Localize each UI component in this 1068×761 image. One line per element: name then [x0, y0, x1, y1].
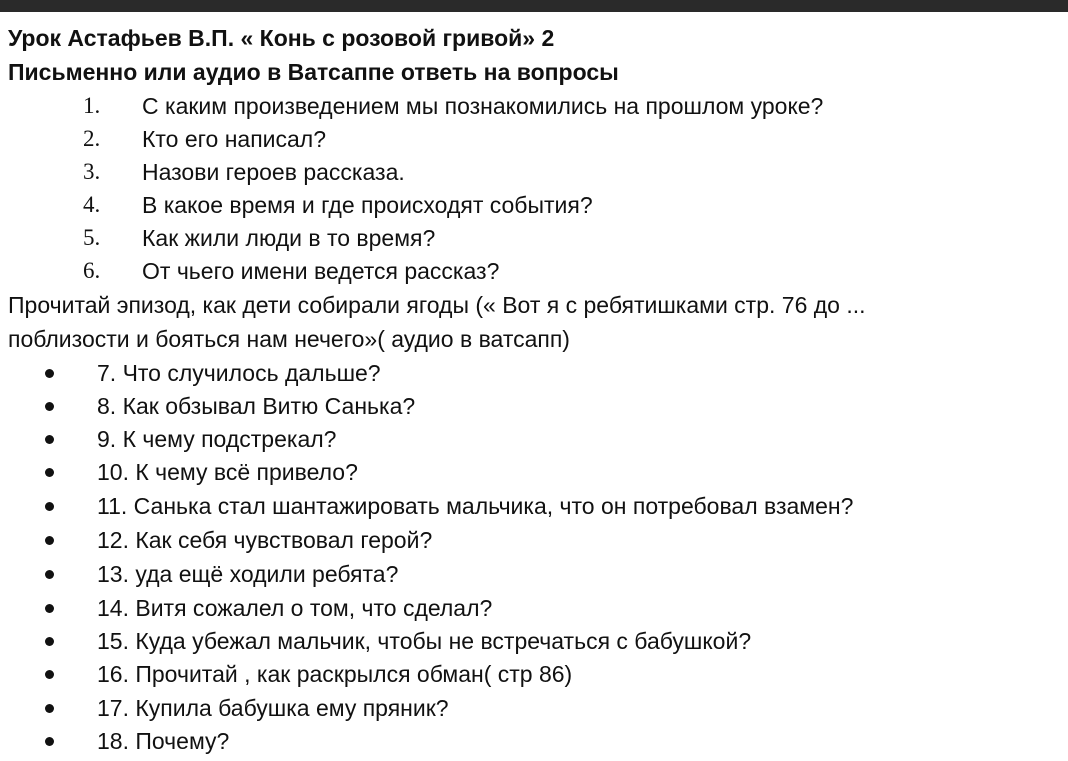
bullet-text: 10. К чему всё привело?	[97, 459, 358, 485]
bullet-icon	[45, 570, 54, 579]
bullet-icon	[45, 369, 54, 378]
item-text: В какое время и где происходят события?	[142, 192, 593, 218]
instruction-line-1: Прочитай эпизод, как дети собирали ягоды (« Вот я с ребятишками стр. 76 до ...	[8, 292, 866, 318]
item-number: 1.	[83, 93, 101, 118]
bullet-text: 17. Купила бабушка ему пряник?	[97, 695, 449, 721]
item-number: 5.	[83, 225, 101, 250]
item-text: От чьего имени ведется рассказ?	[142, 258, 500, 284]
item-text: С каким произведением мы познакомились на прошлом уроке?	[142, 93, 824, 119]
item-number: 6.	[83, 258, 101, 283]
bullet-icon	[45, 536, 54, 545]
bullet-icon	[45, 737, 54, 746]
bullet-icon	[45, 704, 54, 713]
item-text: Кто его написал?	[142, 126, 327, 152]
bullet-icon	[45, 402, 54, 411]
bullet-icon	[45, 637, 54, 646]
bullet-text: 12. Как себя чувствовал герой?	[97, 527, 433, 553]
bullet-icon	[45, 502, 54, 511]
top-bar	[0, 0, 1068, 12]
bullet-text: 15. Куда убежал мальчик, чтобы не встречаться с бабушкой?	[97, 628, 752, 654]
bullet-text: 8. Как обзывал Витю Санька?	[97, 393, 416, 419]
document-subtitle: Письменно или аудио в Ватсаппе ответь на вопросы	[8, 59, 619, 85]
bullet-icon	[45, 435, 54, 444]
item-text: Как жили люди в то время?	[142, 225, 436, 251]
bullet-text: 7. Что случилось дальше?	[97, 360, 381, 386]
bullet-text: 16. Прочитай , как раскрылся обман( стр 86)	[97, 661, 573, 687]
instruction-line-2: поблизости и бояться нам нечего»( аудио в ватсапп)	[8, 326, 570, 352]
bullet-text: 13. уда ещё ходили ребята?	[97, 561, 399, 587]
item-number: 3.	[83, 159, 101, 184]
bullet-text: 11. Санька стал шантажировать мальчика, что он потребовал взамен?	[97, 493, 854, 519]
bullet-icon	[45, 604, 54, 613]
document-title: Урок Астафьев В.П. « Конь с розовой гривой» 2	[8, 25, 555, 51]
item-text: Назови героев рассказа.	[142, 159, 405, 185]
bullet-text: 14. Витя сожалел о том, что сделал?	[97, 595, 493, 621]
bullet-icon	[45, 468, 54, 477]
item-number: 4.	[83, 192, 101, 217]
item-number: 2.	[83, 126, 101, 151]
bullet-icon	[45, 670, 54, 679]
bullet-text: 18. Почему?	[97, 728, 230, 754]
bullet-text: 9. К чему подстрекал?	[97, 426, 337, 452]
